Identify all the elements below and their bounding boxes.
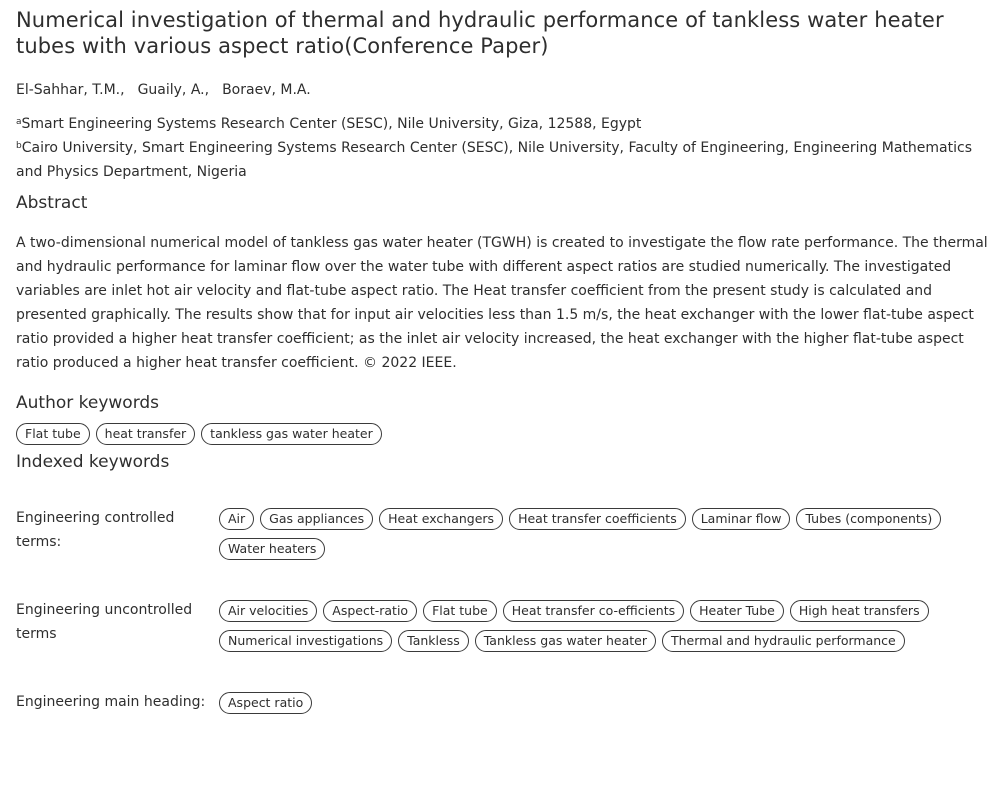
controlled-terms-row bbox=[16, 506, 994, 560]
keyword-chip[interactable]: Aspect ratio bbox=[219, 692, 312, 714]
keyword-chip[interactable]: Air velocities bbox=[219, 600, 317, 622]
keyword-chip[interactable]: Heater Tube bbox=[690, 600, 784, 622]
abstract-text: A two-dimensional numerical model of tankless gas water heater (TGWH) is created to investigate the flow rate performance. The thermal and hydraulic performance for laminar flow over the water tube with different aspect ratios are studied numerically. The investigated variables are inlet hot air velocity and flat-tube aspect ratio. The Heat transfer coefficient from the present study is calculated and presented graphically. The results show that for input air velocities less than 1.5 m/s, the heat exchanger with the lower flat-tube aspect ratio provided a higher heat transfer coefficient; as the inlet air velocity increased, the heat exchanger with the higher flat-tube aspect ratio produced a higher heat transfer coefficient. © 2022 IEEE. bbox=[16, 235, 988, 371]
affiliation-list bbox=[16, 112, 994, 184]
document bbox=[16, 0, 994, 714]
term-group-label: Engineering main heading: bbox=[16, 694, 206, 710]
term-group-label: Engineering uncontrolled terms bbox=[16, 602, 193, 642]
affiliation bbox=[16, 136, 994, 184]
author-link[interactable]: Boraev, M.A. bbox=[222, 82, 311, 98]
keyword-chip[interactable]: Water heaters bbox=[219, 538, 325, 560]
author-keyword-list bbox=[16, 423, 994, 445]
author-link[interactable]: Guaily, A., bbox=[137, 82, 210, 98]
main-heading-row bbox=[16, 690, 994, 714]
affiliation-text: Cairo University, Smart Engineering Systems Research Center (SESC), Nile University, Faculty of Engineering, Engineering Mathematics and Physics Department, Nigeria bbox=[16, 140, 972, 180]
author-keyword-chip[interactable]: tankless gas water heater bbox=[201, 423, 382, 445]
keyword-chip[interactable]: High heat transfers bbox=[790, 600, 929, 622]
affiliation-mark: a bbox=[16, 117, 22, 127]
keyword-chip[interactable]: Laminar flow bbox=[692, 508, 791, 530]
term-chip-list bbox=[219, 506, 994, 560]
keyword-chip[interactable]: Heat transfer co-efficients bbox=[503, 600, 684, 622]
uncontrolled-terms-row bbox=[16, 598, 994, 652]
term-group-label: Engineering controlled terms: bbox=[16, 510, 175, 550]
keyword-chip[interactable]: Air bbox=[219, 508, 254, 530]
author-keywords-heading: Author keywords bbox=[16, 393, 160, 413]
keyword-chip[interactable]: Tubes (components) bbox=[796, 508, 941, 530]
keyword-chip[interactable]: Gas appliances bbox=[260, 508, 373, 530]
keyword-chip[interactable]: Flat tube bbox=[423, 600, 497, 622]
keyword-chip[interactable]: Heat exchangers bbox=[379, 508, 503, 530]
term-chip-list bbox=[219, 690, 994, 714]
abstract-heading: Abstract bbox=[16, 193, 88, 213]
keyword-chip[interactable]: Heat transfer coefficients bbox=[509, 508, 686, 530]
author-link[interactable]: El-Sahhar, T.M., bbox=[16, 82, 125, 98]
affiliation-text: Smart Engineering Systems Research Center (SESC), Nile University, Giza, 12588, Egypt bbox=[21, 116, 642, 132]
term-chip-list bbox=[219, 598, 994, 652]
indexed-keywords-heading: Indexed keywords bbox=[16, 452, 170, 472]
keyword-chip[interactable]: Numerical investigations bbox=[219, 630, 392, 652]
author-list bbox=[16, 80, 994, 100]
keyword-chip[interactable]: Thermal and hydraulic performance bbox=[662, 630, 905, 652]
author-keyword-chip[interactable]: heat transfer bbox=[96, 423, 196, 445]
author-keyword-chip[interactable]: Flat tube bbox=[16, 423, 90, 445]
keyword-chip[interactable]: Tankless bbox=[398, 630, 469, 652]
affiliation bbox=[16, 112, 994, 136]
paper-title: Numerical investigation of thermal and hydraulic performance of tankless water heater tubes with various aspect ratio(Conference Paper) bbox=[16, 8, 944, 58]
affiliation-mark: b bbox=[16, 141, 22, 151]
keyword-chip[interactable]: Tankless gas water heater bbox=[475, 630, 656, 652]
keyword-chip[interactable]: Aspect-ratio bbox=[323, 600, 417, 622]
